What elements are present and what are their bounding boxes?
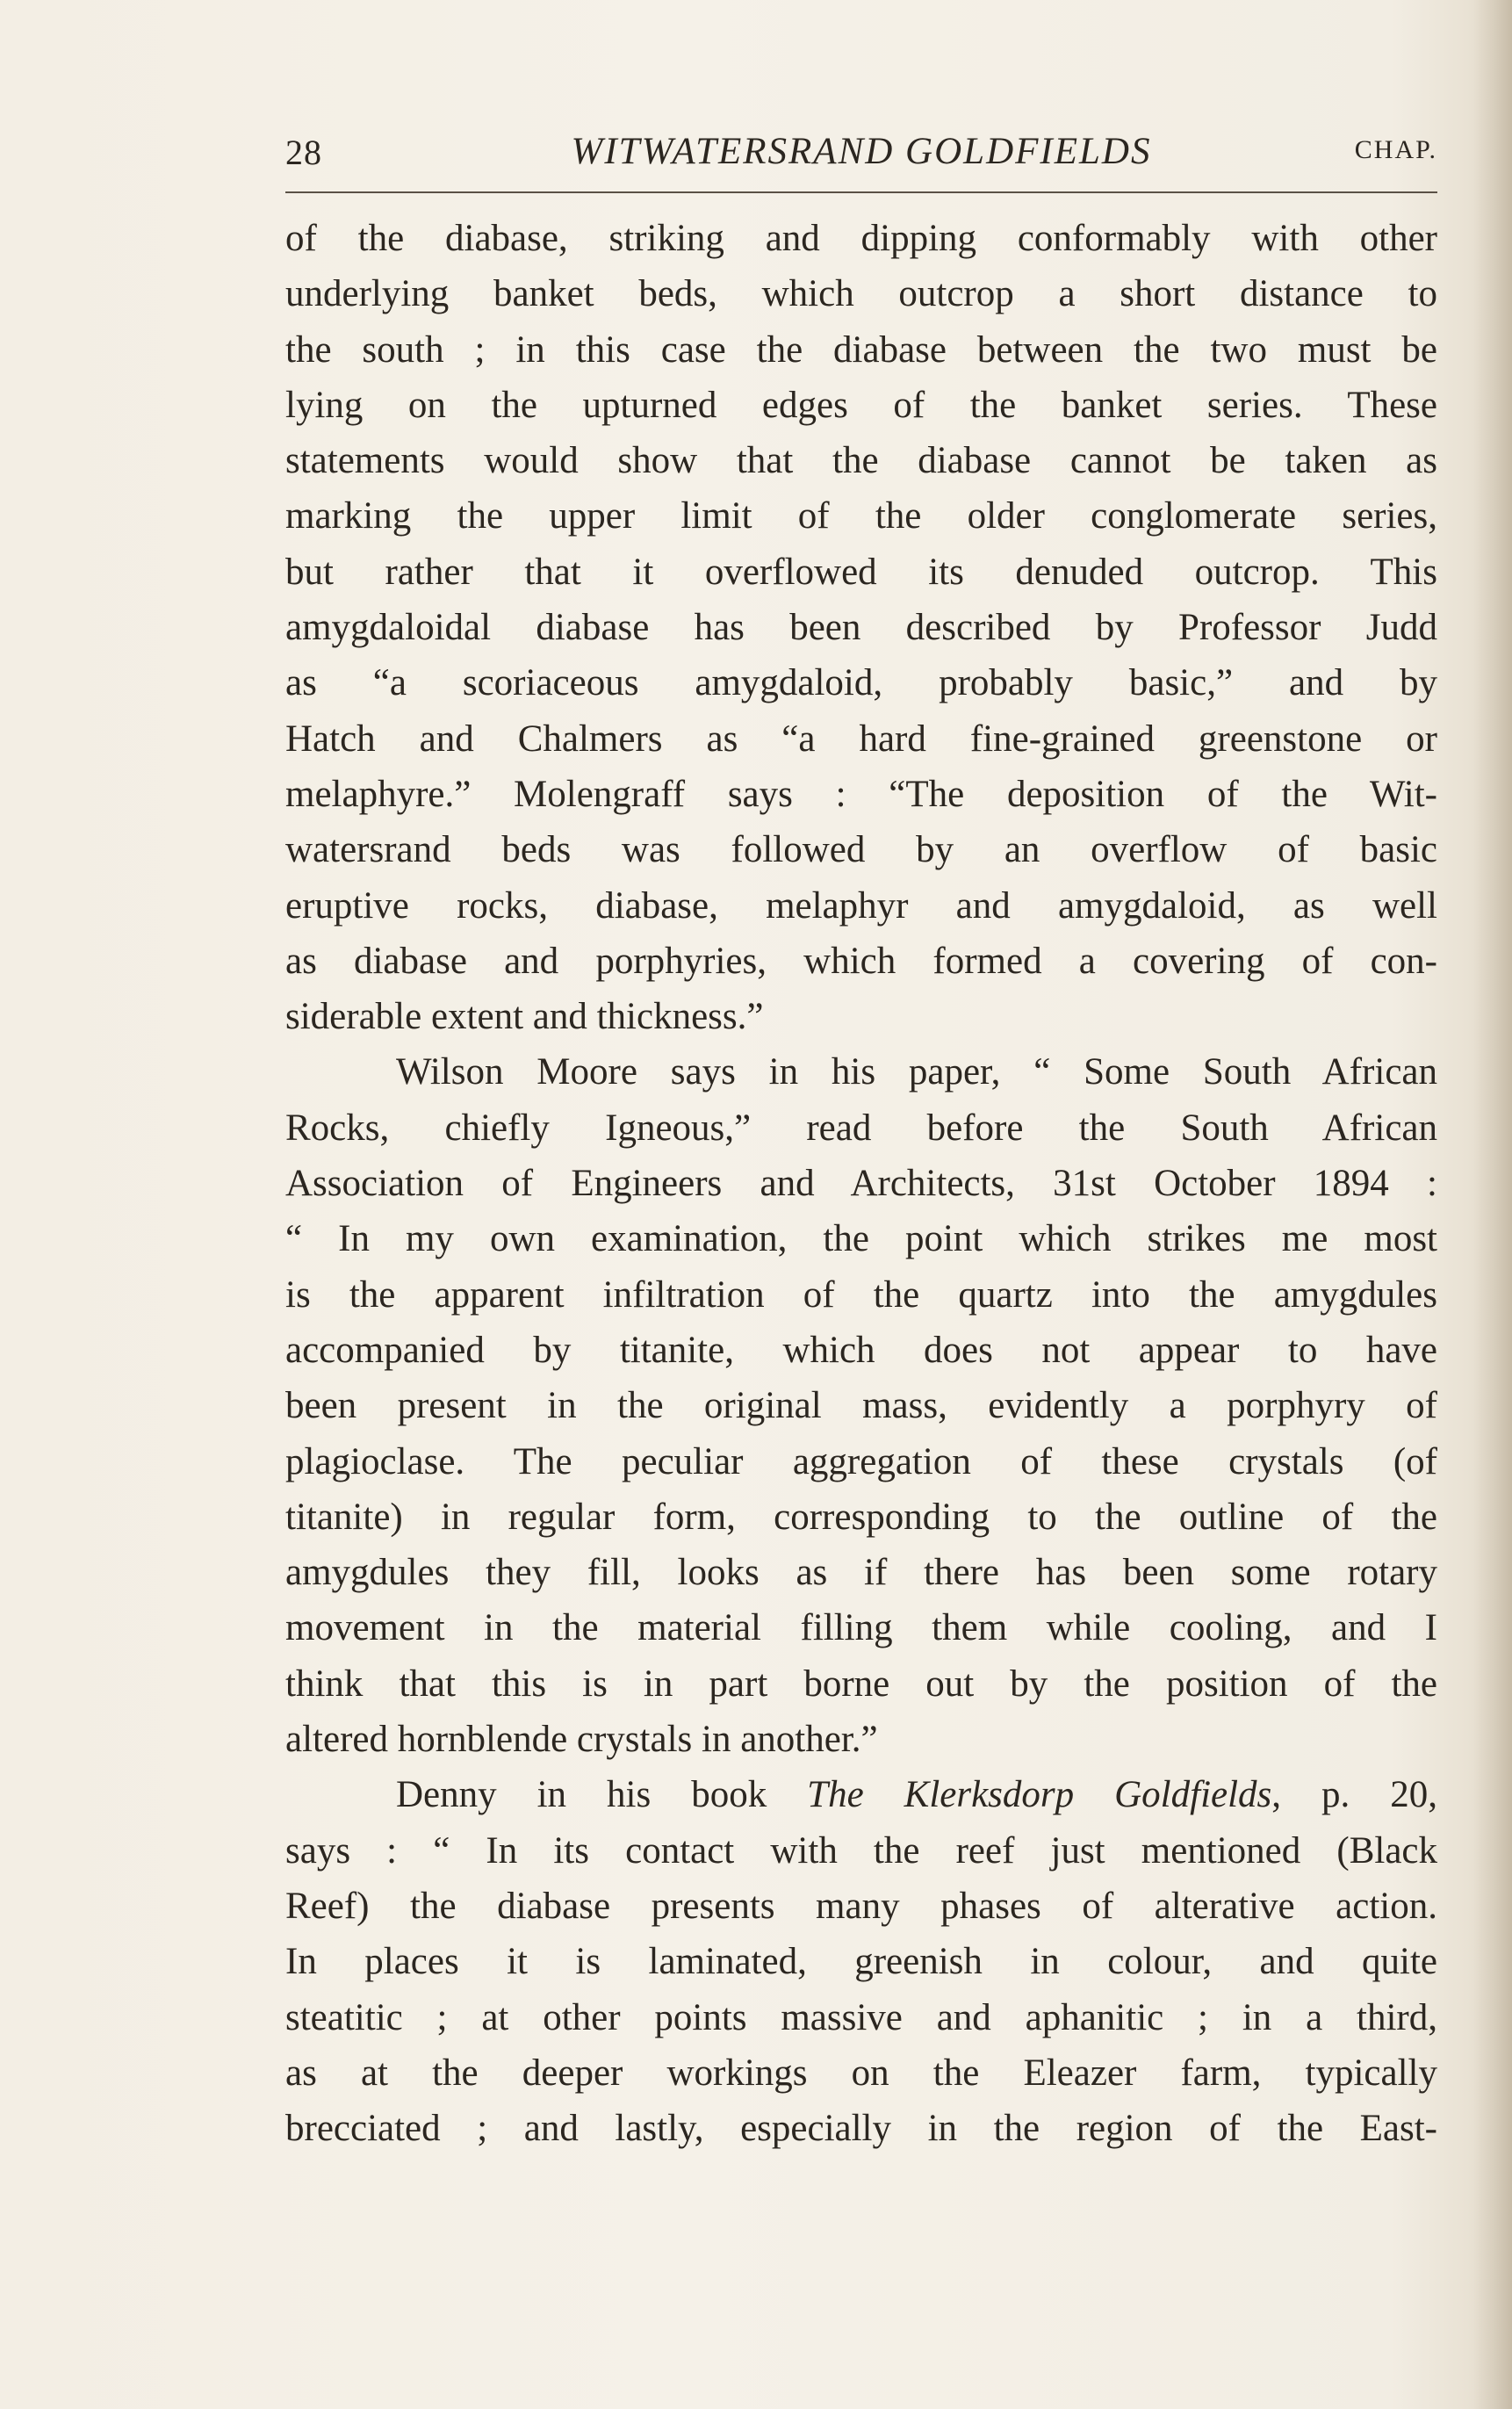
text-line: Hatch and Chalmers as “a hard fine-grained greenstone or (285, 718, 1437, 760)
text-line: amygdules they fill, looks as if there has been some rotary (285, 1552, 1437, 1594)
text-line: In places it is laminated, greenish in colour, and quite (285, 1941, 1437, 1983)
text-line: been present in the original mass, evidently a porphyry of (285, 1385, 1437, 1427)
text-line: watersrand beds was followed by an overflow of basic (285, 829, 1437, 871)
text-line: marking the upper limit of the older conglomerate series, (285, 495, 1437, 537)
paragraph-3 (285, 1767, 1437, 2156)
text-line: plagioclase. The peculiar aggregation of these crystals (of (285, 1440, 1437, 1482)
text-line (285, 1767, 1437, 1822)
text-line: of the diabase, striking and dipping conformably with other (285, 218, 1437, 259)
text-fragment: Denny in his book (396, 1774, 808, 1816)
text-line: Wilson Moore says in his paper, “ Some South African (396, 1051, 1437, 1093)
running-head (285, 123, 1437, 176)
text-line: underlying banket beds, which outcrop a short distance to (285, 273, 1437, 315)
header-rule (285, 191, 1437, 193)
text-line: amygdaloidal diabase has been described by Professor Judd (285, 607, 1437, 649)
text-line: altered hornblende crystals in another.” (285, 1719, 878, 1761)
paragraph-1 (285, 211, 1437, 1044)
text-line: as diabase and porphyries, which formed a covering of con- (285, 940, 1437, 982)
book-title: The Klerksdorp Goldfields (807, 1774, 1272, 1816)
chapter-label: CHAP. (1354, 135, 1437, 164)
text-line: says : “ In its contact with the reef just mentioned (Black (285, 1829, 1437, 1872)
text-line: eruptive rocks, diabase, melaphyr and amygdaloid, as well (285, 884, 1437, 927)
text-line: steatitic ; at other points massive and aphanitic ; in a third, (285, 1996, 1437, 2038)
text-line: melaphyre.” Molengraff says : “The deposition of the Wit- (285, 773, 1437, 815)
text-line: as “a scoriaceous amygdaloid, probably basic,” and by (285, 662, 1437, 704)
text-line: but rather that it overflowed its denuded outcrop. This (285, 551, 1437, 593)
page-edge-shadow (1473, 0, 1512, 2409)
text-line: siderable extent and thickness.” (285, 996, 764, 1038)
text-line: “ In my own examination, the point which strikes me most (285, 1218, 1437, 1260)
text-line: think that this is in part borne out by the position of the (285, 1662, 1437, 1705)
paragraph-2 (285, 1044, 1437, 1767)
text-line: Rocks, chiefly Igneous,” read before the South African (285, 1107, 1437, 1149)
text-line: accompanied by titanite, which does not appear to have (285, 1329, 1437, 1371)
text-line: is the apparent infiltration of the quartz into the amygdules (285, 1273, 1437, 1316)
text-line: Association of Engineers and Architects, 31st October 1894 : (285, 1163, 1437, 1205)
text-line: brecciated ; and lastly, especially in the region of the East- (285, 2108, 1437, 2150)
text-line: titanite) in regular form, corresponding to the outline of the (285, 1496, 1437, 1538)
text-line: the south ; in this case the diabase between the two must be (285, 328, 1437, 371)
text-fragment: , p. 20, (1271, 1774, 1437, 1816)
text-line: lying on the upturned edges of the banket series. These (285, 384, 1437, 426)
text-line: Reef) the diabase presents many phases of alterative action. (285, 1885, 1437, 1927)
page-number: 28 (285, 133, 322, 172)
body-text (285, 211, 1437, 2156)
text-line: as at the deeper workings on the Eleazer farm, typically (285, 2052, 1437, 2094)
text-line: statements would show that the diabase cannot be taken as (285, 440, 1437, 482)
running-title: WITWATERSRAND GOLDFIELDS (571, 131, 1152, 172)
text-line: movement in the material filling them while cooling, and I (285, 1607, 1437, 1649)
